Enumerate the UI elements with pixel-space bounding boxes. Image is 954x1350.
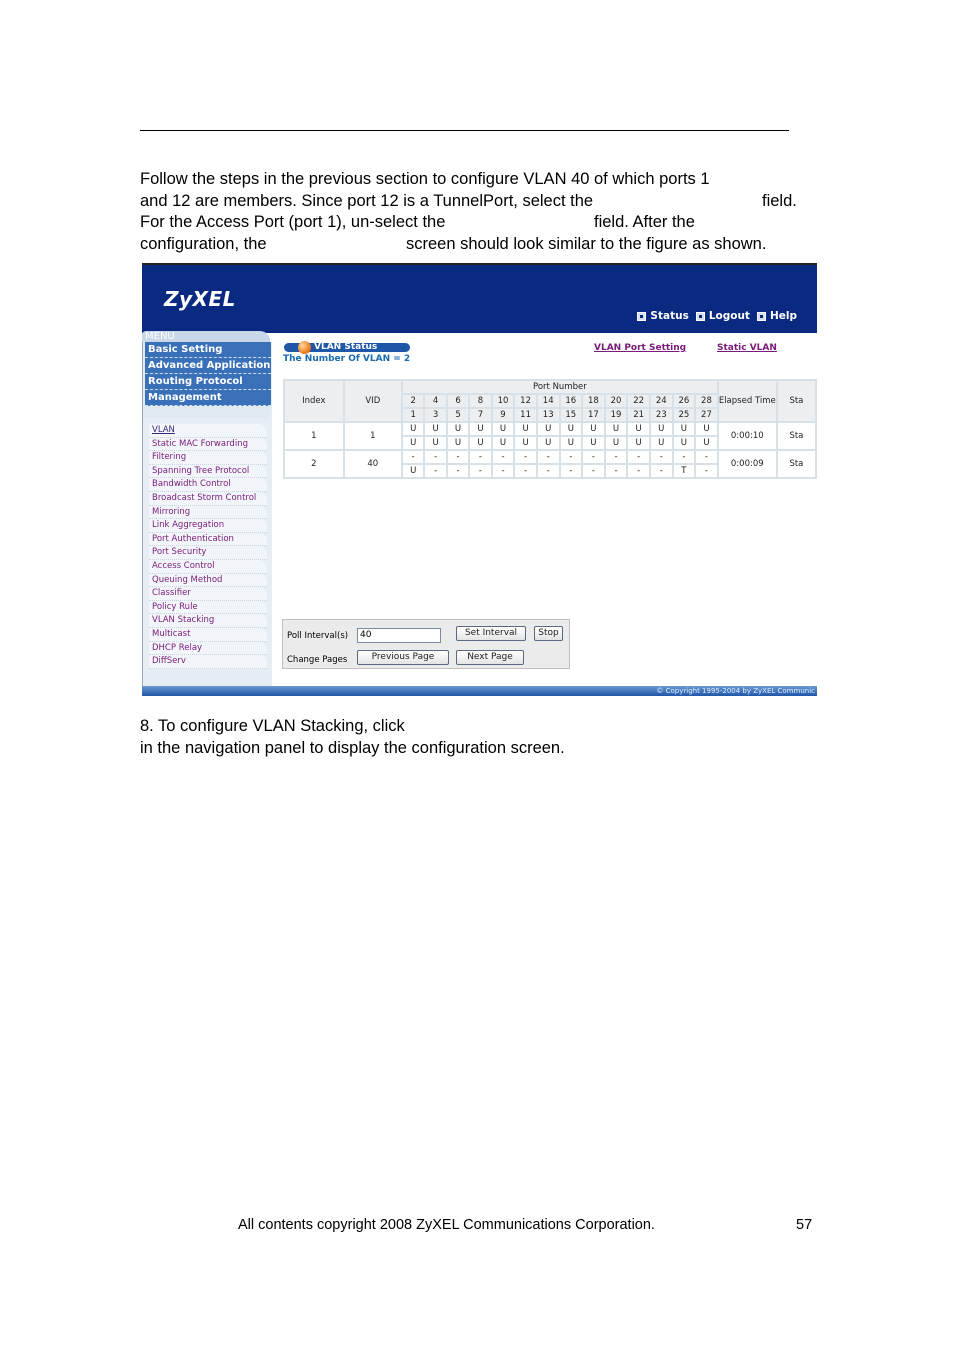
row-elapsed-time: 0:00:09	[718, 450, 777, 478]
poll-interval-input[interactable]: 40	[357, 628, 441, 643]
intro-paragraph	[140, 169, 830, 255]
sub-menu	[149, 424, 267, 669]
col-elapsed-time: Elapsed Time	[718, 380, 777, 422]
menu-management[interactable]: Management	[145, 390, 271, 406]
row-vid: 40	[344, 450, 402, 478]
main-menu	[143, 342, 271, 418]
footer-copyright: All contents copyright 2008 ZyXEL Communications Corporation.	[238, 1217, 655, 1233]
submenu-broadcast-storm-control[interactable]: Broadcast Storm Control	[149, 492, 267, 506]
submenu-queuing-method[interactable]: Queuing Method	[149, 574, 267, 588]
row-vid: 1	[344, 422, 402, 450]
submenu-vlan[interactable]: VLAN	[149, 424, 267, 438]
title-orb-icon	[298, 341, 311, 354]
table-row: U U U U U U U U U U U U U U	[284, 436, 816, 450]
para1-line-4: configuration, the screen should look similar to the figure as shown.	[140, 234, 767, 253]
app-header	[142, 265, 817, 333]
submenu-spanning-tree-protocol[interactable]: Spanning Tree Protocol	[149, 465, 267, 479]
col-status: Sta	[777, 380, 816, 422]
change-pages-label: Change Pages	[287, 655, 348, 665]
table-row: 2 40 - - - - - - - - - - - - - - 0:00:09 Sta	[284, 450, 816, 464]
poll-interval-label: Poll Interval(s)	[287, 631, 349, 641]
help-icon	[757, 312, 766, 321]
logout-link[interactable]: Logout	[696, 310, 750, 322]
para1-line-1: Follow the steps in the previous section to configure VLAN 40 of which ports 1	[140, 170, 710, 188]
col-port-number: Port Number	[402, 380, 718, 394]
header-rule	[140, 130, 789, 131]
vlan-port-setting-link[interactable]: VLAN Port Setting	[594, 343, 687, 353]
page-title: VLAN Status	[284, 343, 410, 352]
menu-advanced-application[interactable]: Advanced Application	[145, 358, 271, 374]
para1-line-3: For the Access Port (port 1), un-select the field. After the	[140, 213, 695, 232]
stop-button[interactable]: Stop	[534, 626, 563, 641]
static-vlan-link[interactable]: Static VLAN	[717, 343, 777, 353]
col-vid: VID	[344, 380, 402, 422]
logout-icon	[696, 312, 705, 321]
submenu-mirroring[interactable]: Mirroring	[149, 506, 267, 520]
submenu-static-mac-forwarding[interactable]: Static MAC Forwarding	[149, 438, 267, 452]
zyxel-logo: ZyXEL	[164, 287, 236, 311]
row-index: 1	[284, 422, 344, 450]
vlan-status-screenshot	[142, 263, 817, 696]
col-index: Index	[284, 380, 344, 422]
menu-basic-setting[interactable]: Basic Setting	[145, 342, 271, 358]
submenu-filtering[interactable]: Filtering	[149, 451, 267, 465]
poll-controls	[282, 619, 570, 669]
submenu-policy-rule[interactable]: Policy Rule	[149, 601, 267, 615]
top-links	[637, 310, 797, 322]
menu-tab: MENU	[142, 331, 270, 342]
submenu-access-control[interactable]: Access Control	[149, 560, 267, 574]
submenu-port-authentication[interactable]: Port Authentication	[149, 533, 267, 547]
submenu-dhcp-relay[interactable]: DHCP Relay	[149, 642, 267, 656]
status-icon	[637, 312, 646, 321]
menu-routing-protocol[interactable]: Routing Protocol	[145, 374, 271, 390]
copyright-bar: © Copyright 1995-2004 by ZyXEL Communic	[142, 686, 817, 696]
page-number: 57	[796, 1217, 813, 1233]
submenu-vlan-stacking[interactable]: VLAN Stacking	[149, 614, 267, 628]
vlan-count: The Number Of VLAN = 2	[283, 354, 411, 364]
para2-line-2: in the navigation panel to display the configuration screen.	[140, 738, 565, 757]
help-link[interactable]: Help	[757, 310, 797, 322]
row-elapsed-time: 0:00:10	[718, 422, 777, 450]
row-status: Sta	[777, 422, 816, 450]
para1-line-2: and 12 are members. Since port 12 is a TunnelPort, select the field.	[140, 191, 797, 210]
table-row: 1 1 U U U U U U U U U U U U U U 0:00:10 Sta	[284, 422, 816, 436]
submenu-port-security[interactable]: Port Security	[149, 546, 267, 560]
row-index: 2	[284, 450, 344, 478]
vlan-status-table	[283, 379, 817, 479]
status-link[interactable]: Status	[637, 310, 688, 322]
submenu-classifier[interactable]: Classifier	[149, 587, 267, 601]
row-status: Sta	[777, 450, 816, 478]
even-ports-row: 2 4 6 8 10 12 14 16 18 20 22 24 26 28	[284, 394, 816, 408]
table-row: U - - - - - - - - - - - T -	[284, 464, 816, 478]
next-page-button[interactable]: Next Page	[456, 650, 524, 665]
submenu-link-aggregation[interactable]: Link Aggregation	[149, 519, 267, 533]
submenu-multicast[interactable]: Multicast	[149, 628, 267, 642]
main-content	[272, 333, 817, 688]
previous-page-button[interactable]: Previous Page	[357, 650, 449, 665]
set-interval-button[interactable]: Set Interval	[456, 626, 526, 641]
submenu-bandwidth-control[interactable]: Bandwidth Control	[149, 478, 267, 492]
odd-ports-row: 1 3 5 7 9 11 13 15 17 19 21 23 25 27	[284, 408, 816, 422]
sidebar	[142, 342, 272, 686]
submenu-diffserv[interactable]: DiffServ	[149, 655, 267, 669]
step-8-paragraph	[140, 716, 830, 759]
para2-line-1: 8. To configure VLAN Stacking, click	[140, 717, 405, 735]
